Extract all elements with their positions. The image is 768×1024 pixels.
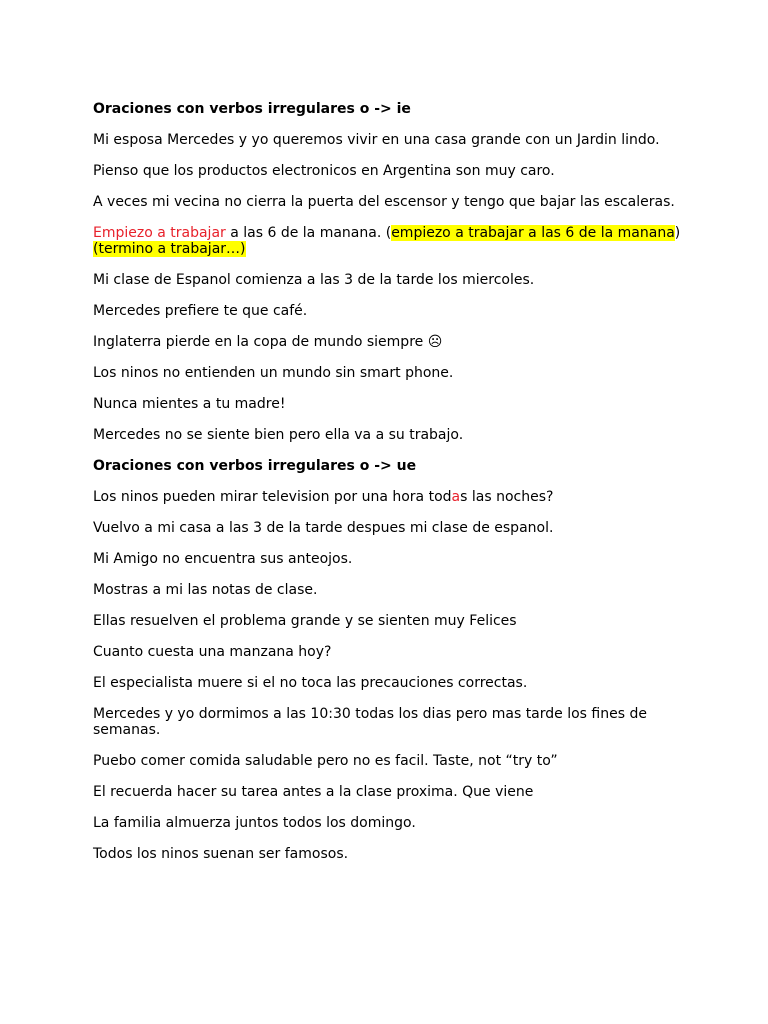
plain-text: a las 6 de la manana. ( [225, 225, 392, 241]
document-page [93, 101, 683, 877]
sentence: Pienso que los productos electronicos en Argentina son muy caro. [93, 163, 555, 179]
sentence: Mi Amigo no encuentra sus anteojos. [93, 551, 353, 567]
highlighted-text: (termino a trabajar…) [93, 241, 246, 257]
sentence: Vuelvo a mi casa a las 3 de la tarde despues mi clase de espanol. [93, 520, 554, 536]
red-text: Empiezo a trabajar [93, 225, 226, 241]
sentence: Mercedes y yo dormimos a las 10:30 todas los dias pero mas tarde los fines de semanas. [93, 706, 647, 738]
section-heading-ue: Oraciones con verbos irregulares o -> ue [93, 458, 417, 474]
plain-text: Los ninos pueden mirar television por una hora tod [93, 489, 452, 505]
sentence: Mercedes no se siente bien pero ella va a su trabajo. [93, 427, 464, 443]
sentence: El especialista muere si el no toca las precauciones correctas. [93, 675, 528, 691]
sentence: La familia almuerza juntos todos los domingo. [93, 815, 416, 831]
section-heading-ie: Oraciones con verbos irregulares o -> ie [93, 101, 411, 117]
sentence: Ellas resuelven el problema grande y se sienten muy Felices [93, 613, 517, 629]
sentence: Todos los ninos suenan ser famosos. [93, 846, 349, 862]
sentence-with-highlights [93, 225, 683, 257]
sentence: Nunca mientes a tu madre! [93, 396, 286, 412]
plain-text: s las noches? [460, 489, 554, 505]
red-letter: a [451, 489, 461, 505]
plain-text: ) [674, 225, 681, 241]
sentence [93, 489, 683, 505]
sentence: Mi esposa Mercedes y yo queremos vivir en una casa grande con un Jardin lindo. [93, 132, 660, 148]
sentence: Mercedes prefiere te que café. [93, 303, 308, 319]
highlighted-text: empiezo a trabajar a las 6 de la manana [391, 225, 675, 241]
sentence: Mostras a mi las notas de clase. [93, 582, 318, 598]
sentence: Los ninos no entienden un mundo sin smart phone. [93, 365, 454, 381]
sentence: Cuanto cuesta una manzana hoy? [93, 644, 332, 660]
sentence: Mi clase de Espanol comienza a las 3 de la tarde los miercoles. [93, 272, 535, 288]
sentence: El recuerda hacer su tarea antes a la clase proxima. Que viene [93, 784, 534, 800]
sentence: Puebo comer comida saludable pero no es facil. Taste, not “try to” [93, 753, 558, 769]
sentence: A veces mi vecina no cierra la puerta del escensor y tengo que bajar las escaleras. [93, 194, 675, 210]
sentence: Inglaterra pierde en la copa de mundo siempre ☹ [93, 334, 443, 350]
